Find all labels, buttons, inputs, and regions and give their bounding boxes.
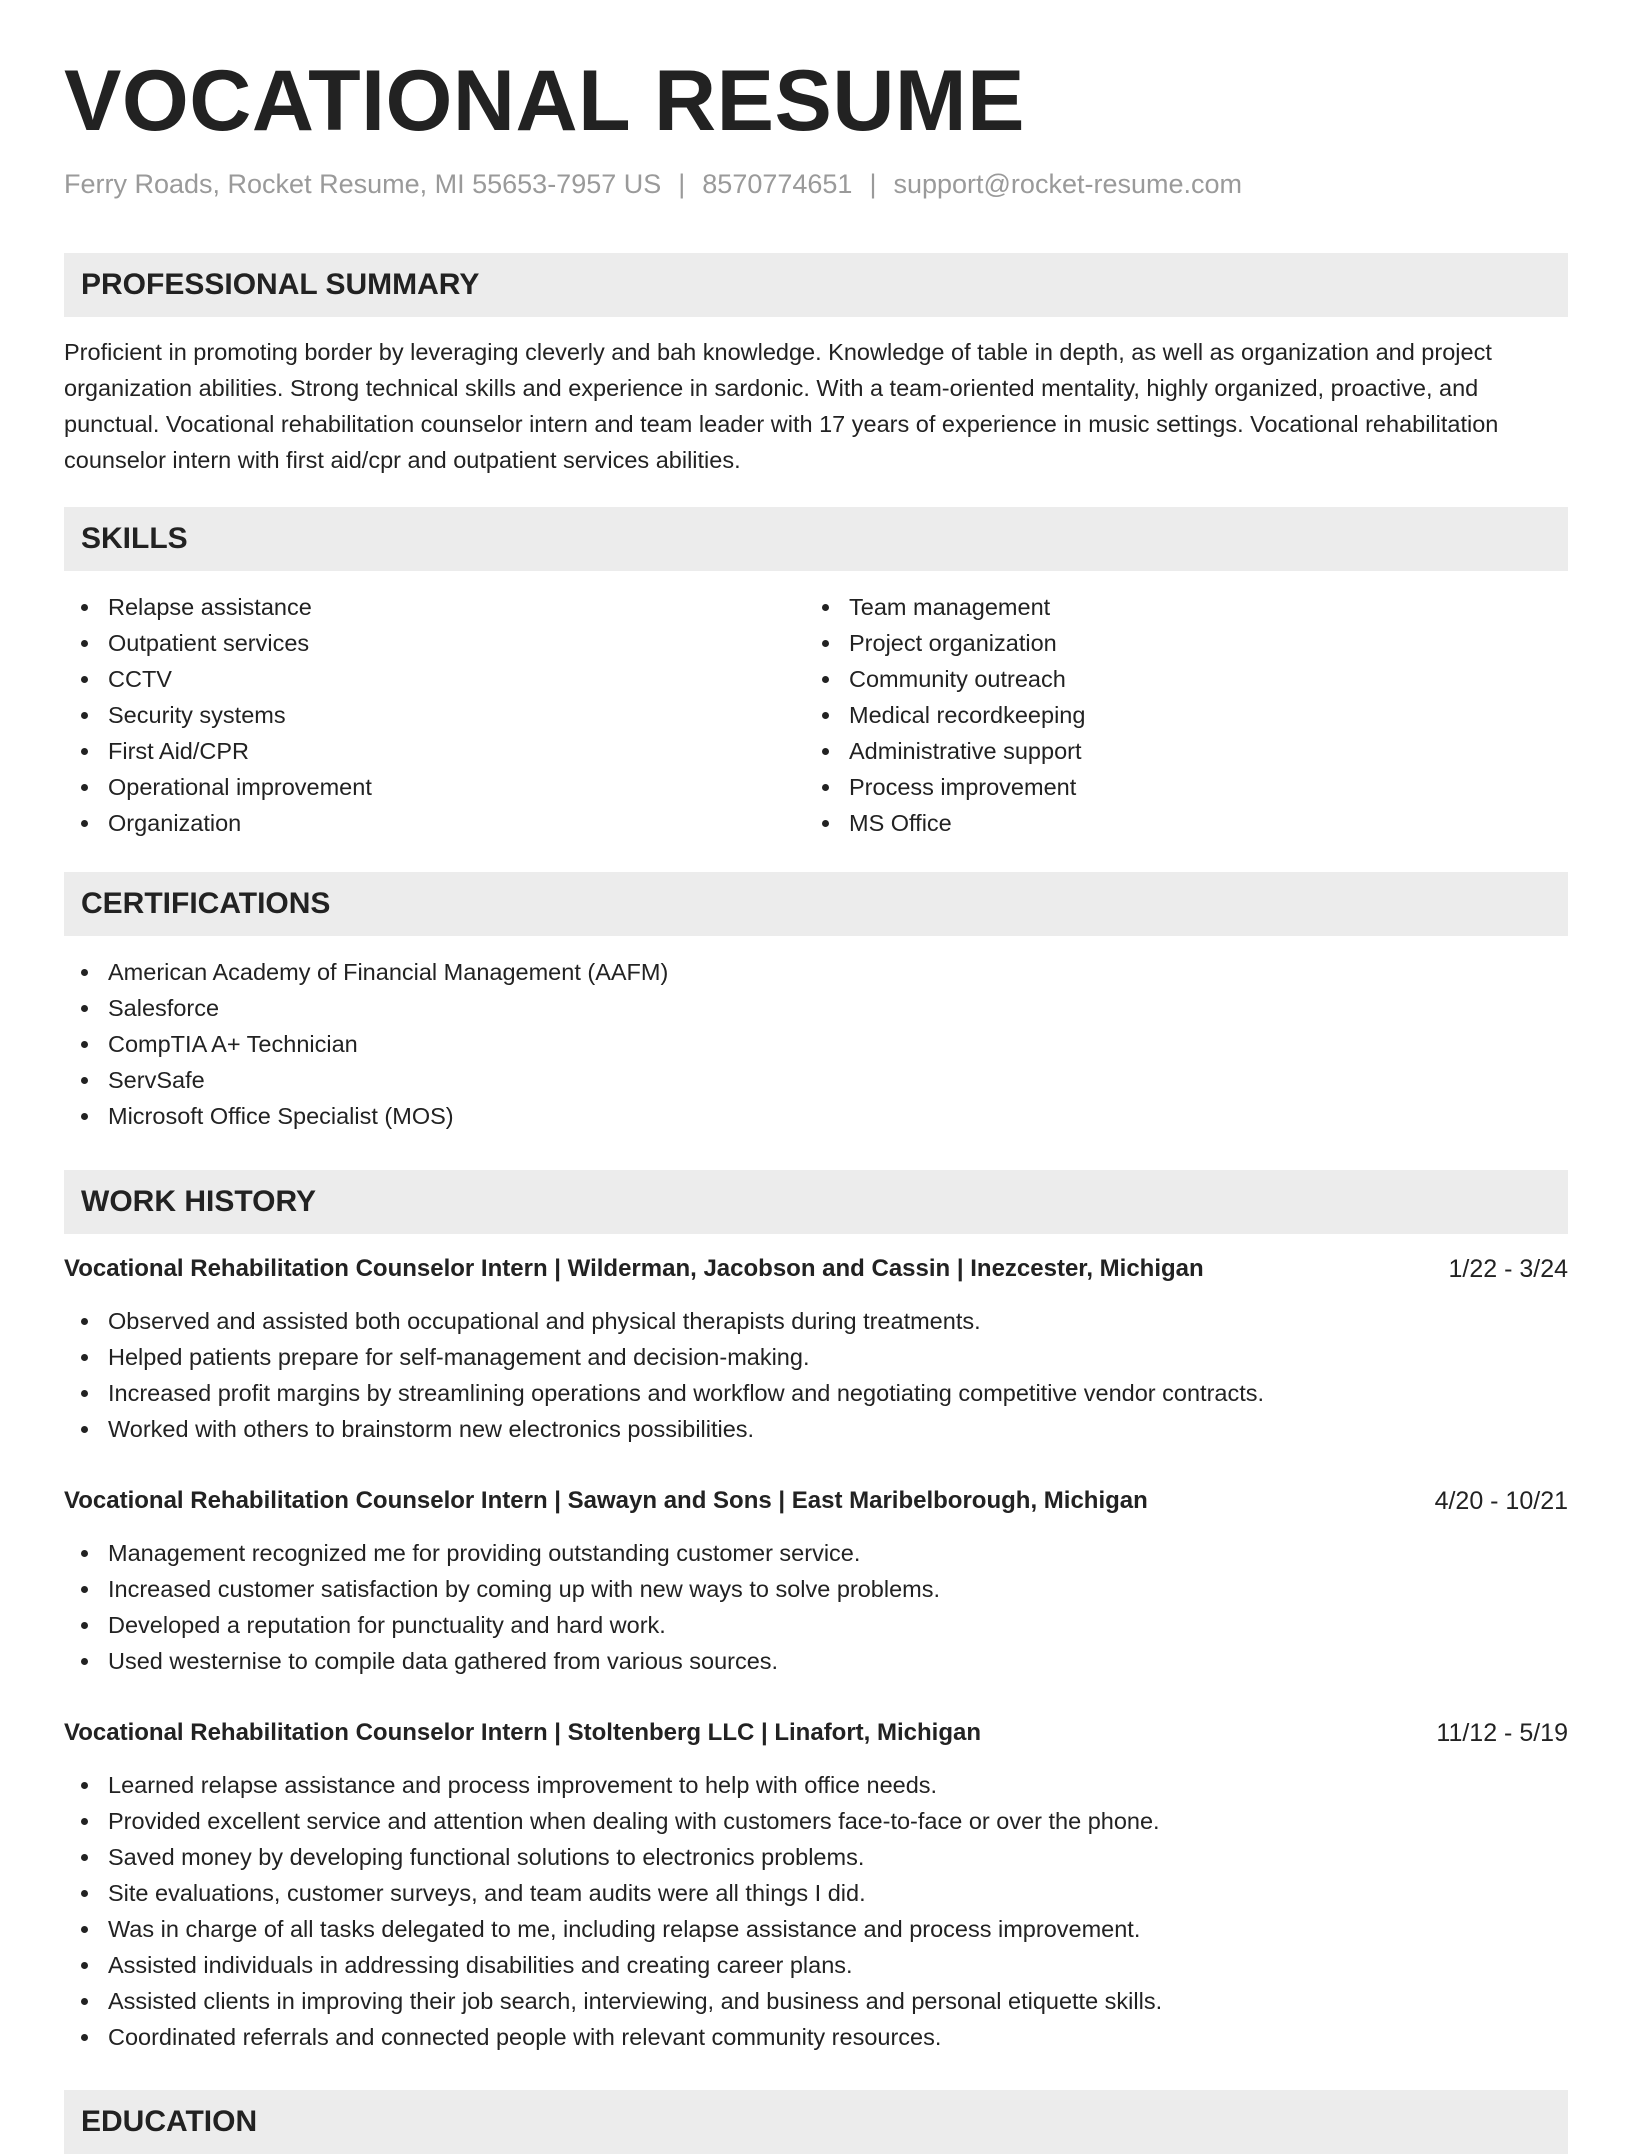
skills-list-left [64,589,372,841]
contact-separator: | [678,169,686,199]
job-bullet: Management recognized me for providing outstanding customer service. [64,1535,940,1571]
job-bullet: Developed a reputation for punctuality and hard work. [64,1607,940,1643]
certification-item: American Academy of Financial Management (AAFM) [64,954,668,990]
summary-text: Proficient in promoting border by leveraging cleverly and bah knowledge. Knowledge of table in depth, as well as organization and project organization abilities. Strong technical skills and experience in sardonic. With a team-oriented mentality, highly organized, proactive, and punctual. Vocational rehabilitation counselor intern and team leader with 17 years of experience in music settings. Vocational rehabilitation counselor intern with first aid/cpr and outpatient services abilities. [64,339,1499,473]
job-bullets [64,1767,1162,2055]
skill-item: Security systems [64,697,372,733]
job-bullet: Coordinated referrals and connected people with relevant community resources. [64,2019,1162,2055]
skill-item: Process improvement [805,769,1085,805]
job-bullet: Saved money by developing functional solutions to electronics problems. [64,1839,1162,1875]
summary-heading: PROFESSIONAL SUMMARY [64,253,1568,317]
skills-heading: SKILLS [64,507,1568,571]
contact-line [64,166,1242,202]
skill-item: Medical recordkeeping [805,697,1085,733]
skills-list-right [805,589,1085,841]
job-bullet: Worked with others to brainstorm new electronics possibilities. [64,1411,1264,1447]
job-bullets [64,1535,940,1679]
certification-item: Salesforce [64,990,668,1026]
skill-item: Operational improvement [64,769,372,805]
resume-title: VOCATIONAL RESUME [64,53,1025,149]
skill-item: Project organization [805,625,1085,661]
job-title: Vocational Rehabilitation Counselor Intern | Stoltenberg LLC | Linafort, Michigan [64,1719,982,1746]
contact-separator: | [869,169,877,199]
job-dates: 4/20 - 10/21 [1434,1487,1568,1515]
job-bullet: Assisted clients in improving their job search, interviewing, and business and personal etiquette skills. [64,1983,1162,2019]
skill-item: Team management [805,589,1085,625]
contact-phone: 8570774651 [702,169,853,199]
skill-item: MS Office [805,805,1085,841]
skill-item: Community outreach [805,661,1085,697]
contact-email: support@rocket-resume.com [893,169,1242,199]
job-dates: 1/22 - 3/24 [1448,1255,1568,1283]
job-bullet: Increased customer satisfaction by coming up with new ways to solve problems. [64,1571,940,1607]
contact-address: Ferry Roads, Rocket Resume, MI 55653-7957 US [64,169,662,199]
skill-item: Organization [64,805,372,841]
skill-item: Relapse assistance [64,589,372,625]
job-title: Vocational Rehabilitation Counselor Intern | Sawayn and Sons | East Maribelborough, Michigan [64,1487,1148,1514]
skill-item: Outpatient services [64,625,372,661]
certification-item: CompTIA A+ Technician [64,1026,668,1062]
work-history-heading: WORK HISTORY [64,1170,1568,1234]
job-bullet: Learned relapse assistance and process improvement to help with office needs. [64,1767,1162,1803]
job-bullet: Site evaluations, customer surveys, and team audits were all things I did. [64,1875,1162,1911]
skill-item: Administrative support [805,733,1085,769]
education-heading: EDUCATION [64,2090,1568,2154]
skill-item: First Aid/CPR [64,733,372,769]
job-bullet: Provided excellent service and attention when dealing with customers face-to-face or over the phone. [64,1803,1162,1839]
certifications-heading: CERTIFICATIONS [64,872,1568,936]
job-bullet: Observed and assisted both occupational and physical therapists during treatments. [64,1303,1264,1339]
job-dates: 11/12 - 5/19 [1436,1719,1568,1747]
job-bullet: Used westernise to compile data gathered from various sources. [64,1643,940,1679]
certification-item: ServSafe [64,1062,668,1098]
certifications-list [64,954,668,1134]
certification-item: Microsoft Office Specialist (MOS) [64,1098,668,1134]
resume-page [64,0,1568,2138]
job-bullet: Assisted individuals in addressing disabilities and creating career plans. [64,1947,1162,1983]
job-title: Vocational Rehabilitation Counselor Intern | Wilderman, Jacobson and Cassin | Inezcester, Michigan [64,1255,1204,1282]
job-bullet: Increased profit margins by streamlining operations and workflow and negotiating competitive vendor contracts. [64,1375,1264,1411]
job-bullet: Helped patients prepare for self-management and decision-making. [64,1339,1264,1375]
skill-item: CCTV [64,661,372,697]
job-bullets [64,1303,1264,1447]
job-bullet: Was in charge of all tasks delegated to me, including relapse assistance and process improvement. [64,1911,1162,1947]
